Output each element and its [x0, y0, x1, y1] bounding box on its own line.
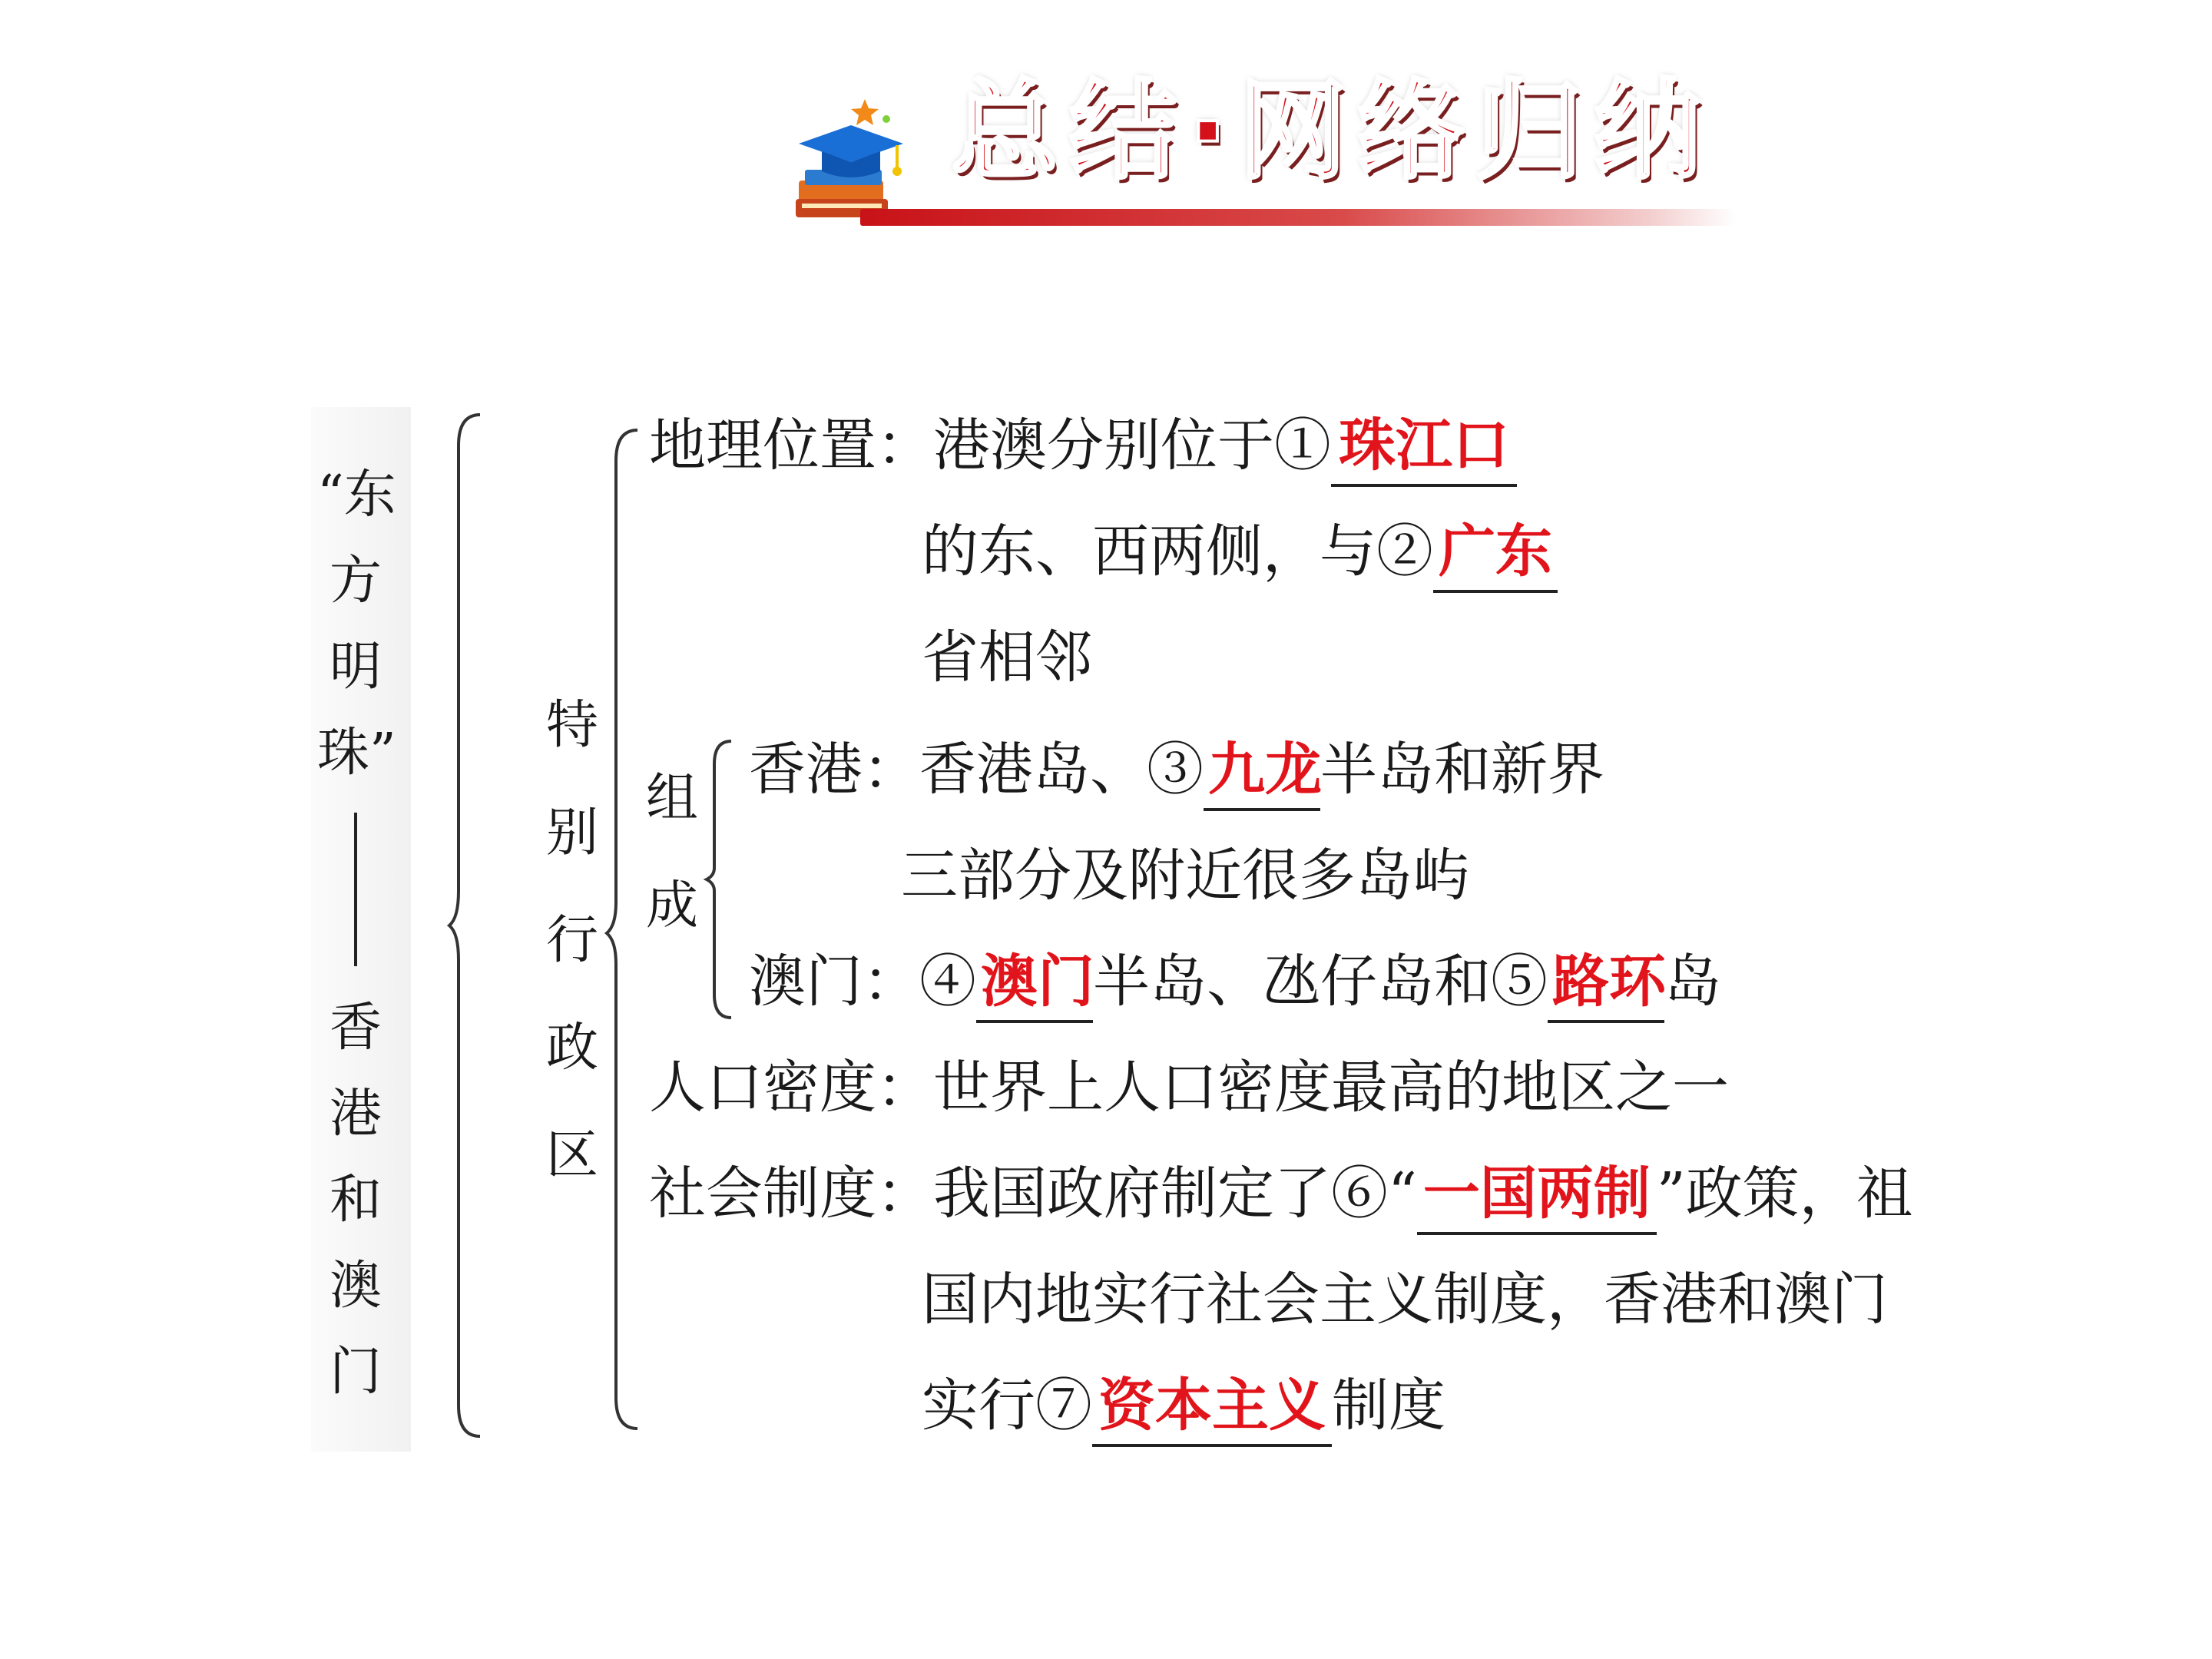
blank-5 [1548, 943, 1664, 1023]
answer-1: 珠江口 [1339, 412, 1509, 478]
middle-label-char: 别 [545, 803, 598, 863]
system-label: 社会制度： [649, 1161, 933, 1227]
system-row-2: 国内地实行社会主义制度，香港和澳门 [922, 1267, 1888, 1333]
middle-label-char: 政 [545, 1018, 598, 1078]
knowledge-map [311, 407, 2001, 1467]
left-label-dash [354, 813, 357, 966]
left-label-char: “东 [317, 465, 396, 525]
left-label-char: 和 [329, 1170, 382, 1230]
title-underline-bar [860, 209, 1736, 226]
macau-row: 澳门：④澳门半岛、氹仔岛和⑤路环岛 [749, 943, 1721, 1023]
middle-label-char: 区 [545, 1125, 598, 1186]
hk-label: 香港： [749, 737, 919, 803]
composition-brace [707, 741, 737, 1018]
geo-row-3: 省相邻 [922, 624, 1092, 690]
composition-label-char: 成 [645, 876, 698, 936]
geo-label: 地理位置： [649, 412, 933, 478]
blank-3 [1204, 731, 1320, 811]
hk-row-1: 香港：香港岛、③九龙半岛和新界 [749, 731, 1604, 811]
left-label-char: 港 [329, 1084, 382, 1144]
outer-brace [449, 415, 488, 1436]
density-label: 人口密度： [649, 1055, 933, 1121]
left-label-char: 香 [329, 998, 382, 1058]
answer-4: 澳门 [981, 949, 1094, 1015]
blank-1 [1331, 407, 1517, 487]
middle-label-char: 特 [545, 695, 598, 756]
composition-label-char: 组 [645, 768, 698, 829]
blank-2 [1433, 513, 1558, 593]
left-label-char: 方 [329, 551, 382, 611]
hk-row-2: 三部分及附近很多岛屿 [901, 843, 1469, 909]
answer-5: 路环 [1552, 949, 1666, 1015]
blank-4 [976, 943, 1093, 1023]
page-title: 总结·网络归纳 [951, 69, 1713, 194]
answer-3: 九龙 [1208, 737, 1322, 803]
answer-2: 广东 [1439, 518, 1552, 584]
answer-7: 资本主义 [1098, 1373, 1326, 1439]
system-row-1: 社会制度：我国政府制定了⑥“ 一国两制 ”政策，祖 [649, 1155, 1913, 1235]
system-row-3: 实行⑦ 资本主义 制度 [922, 1367, 1445, 1447]
left-label-char: 明 [329, 637, 382, 697]
left-label-char: 澳 [329, 1256, 382, 1316]
geo-row-2: 的东、西两侧，与②广东 [922, 513, 1558, 593]
density-row: 人口密度：世界上人口密度最高的地区之一 [649, 1055, 1729, 1121]
macau-label: 澳门： [749, 949, 919, 1015]
graduation-cap-books-icon [791, 96, 906, 227]
blank-6 [1417, 1155, 1657, 1235]
blank-7 [1092, 1367, 1332, 1447]
left-label-char: 珠” [317, 723, 396, 783]
geo-row-1: 地理位置：港澳分别位于① 珠江口 [649, 407, 1517, 487]
left-label-char: 门 [329, 1342, 382, 1402]
middle-label-char: 行 [545, 910, 598, 971]
answer-6: 一国两制 [1422, 1161, 1651, 1227]
